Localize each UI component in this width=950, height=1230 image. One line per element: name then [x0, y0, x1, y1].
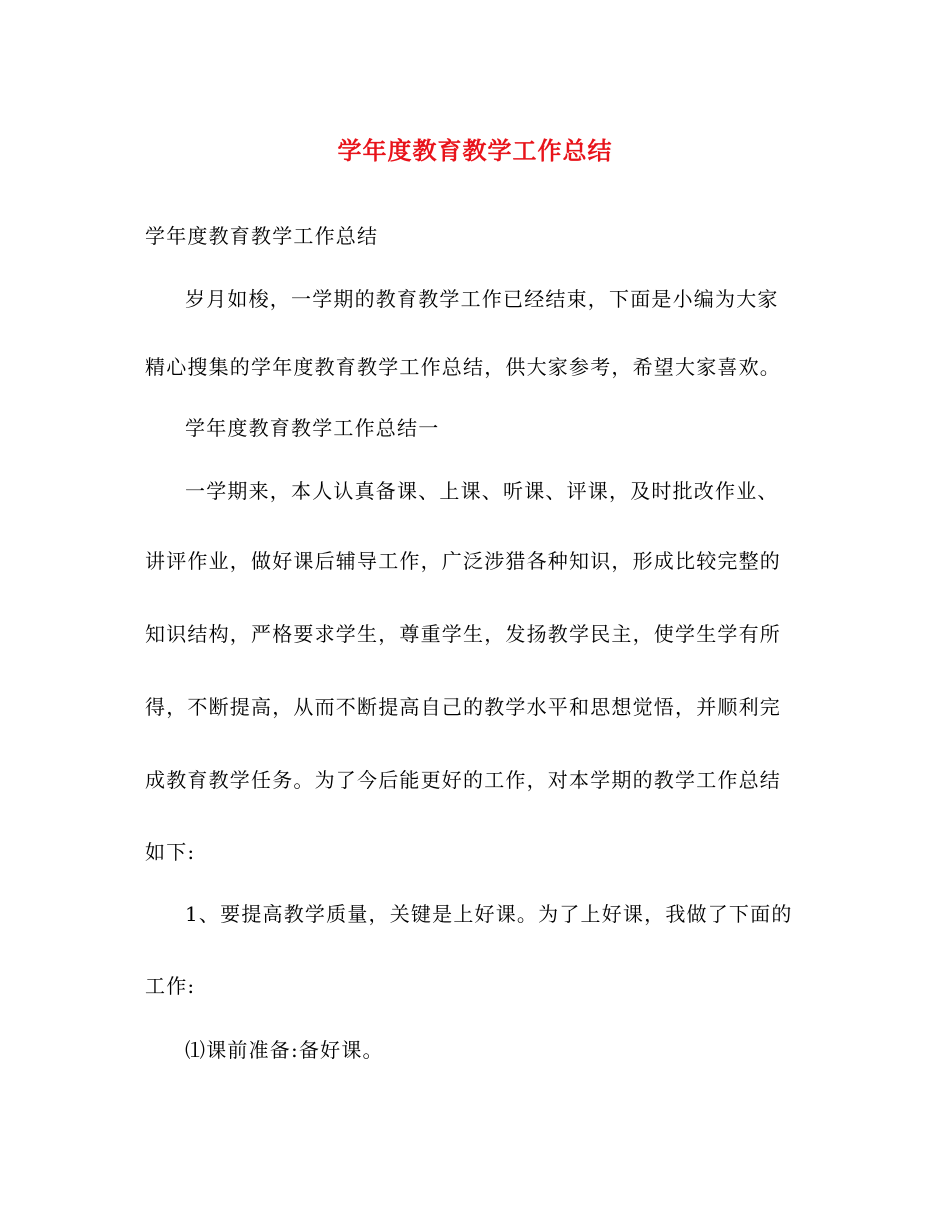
paragraph-line: 工作:: [145, 974, 196, 998]
heading-line: 学年度教育教学工作总结: [145, 224, 379, 248]
paragraph-line: 讲评作业，做好课后辅导工作，广泛涉猎各种知识，形成比较完整的: [145, 549, 781, 573]
paragraph-line: 岁月如梭，一学期的教育教学工作已经结束，下面是小编为大家: [185, 287, 779, 311]
paragraph-line: 精心搜集的学年度教育教学工作总结，供大家参考，希望大家喜欢。: [145, 355, 781, 379]
section-heading-line: 学年度教育教学工作总结一: [185, 416, 440, 440]
paragraph-line: 一学期来，本人认真备课、上课、听课、评课，及时批改作业、: [185, 479, 779, 503]
paragraph-line: ⑴课前准备:备好课。: [185, 1038, 384, 1062]
paragraph-line: 1、要提高教学质量，关键是上好课。为了上好课，我做了下面的: [185, 902, 793, 926]
paragraph-line: 如下:: [145, 840, 196, 864]
paragraph-line: 成教育教学任务。为了今后能更好的工作，对本学期的教学工作总结: [145, 768, 781, 792]
paragraph-line: 知识结构，严格要求学生，尊重学生，发扬教学民主，使学生学有所: [145, 622, 781, 646]
paragraph-line: 得，不断提高，从而不断提高自己的教学水平和思想觉悟，并顺利完: [145, 695, 781, 719]
document-title: 学年度教育教学工作总结: [337, 136, 613, 165]
